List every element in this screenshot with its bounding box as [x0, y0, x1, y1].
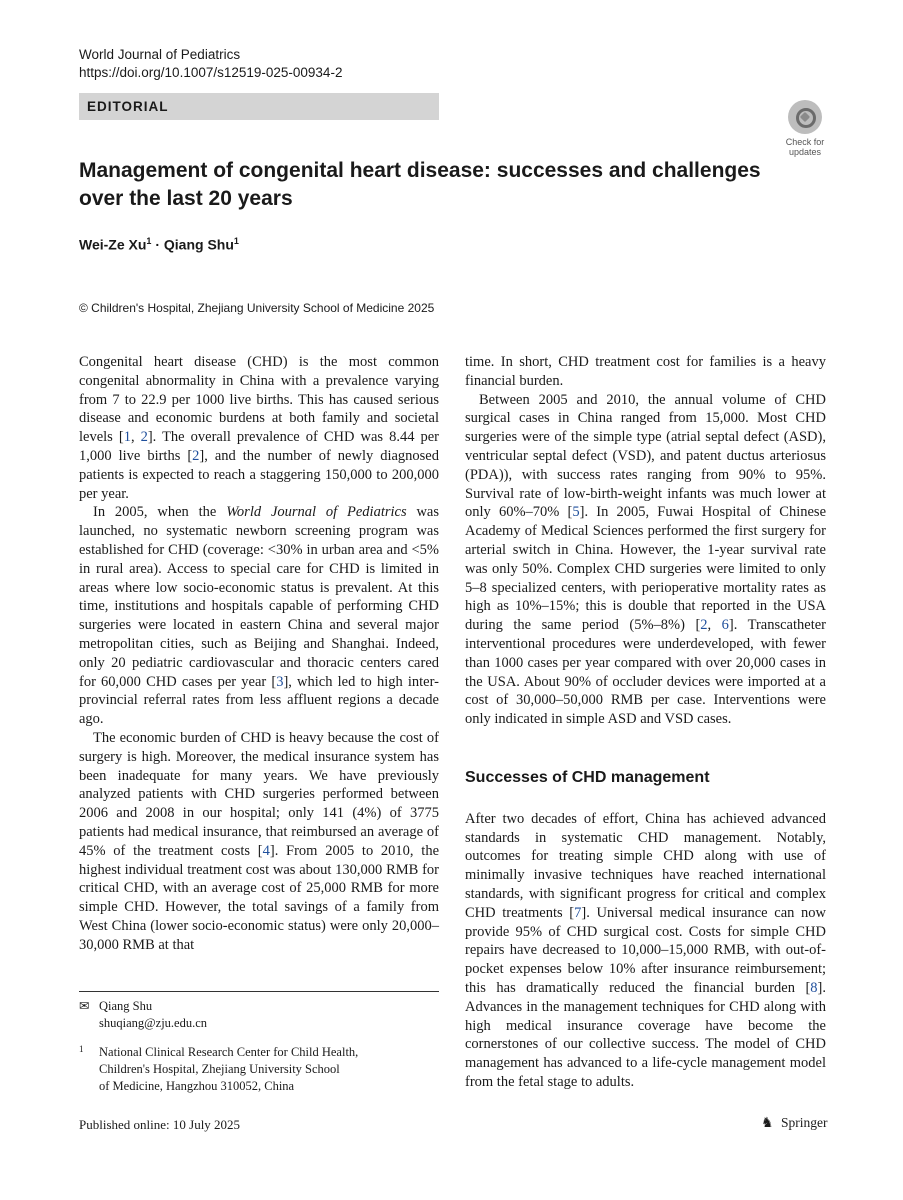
affiliation-block — [79, 1044, 399, 1095]
paragraph: In 2005, when the World Journal of Pediatrics was launched, no systematic newborn screening program was established for CHD (coverage: <30% in urban area and <5% in rural area). Access to special care for CHD is limited in areas where low socio-economic status is prevalent. At this time, institutions and hospitals capable of performing CHD surgeries were located in eastern China and several major metropolitan cities, such as Beijing and Shanghai. Indeed, only 20 pediatric cardiovascular and thoracic centers cared for 60,000 CHD cases per year [3], which led to high inter-provincial referral rates from less affluent regions a decade ago. — [79, 504, 439, 728]
footnote-divider — [79, 991, 439, 992]
author-list — [79, 236, 239, 253]
citation-link[interactable]: 7 — [574, 904, 582, 921]
author-separator: · — [151, 236, 164, 253]
citation-link[interactable]: 2 — [700, 617, 708, 634]
paragraph: time. In short, CHD treatment cost for families is a heavy financial burden. — [465, 354, 826, 389]
right-column — [465, 353, 826, 1092]
corresponding-email[interactable]: shuqiang@zju.edu.cn — [99, 1016, 208, 1030]
journal-name: World Journal of Pediatrics — [79, 47, 241, 62]
check-updates-line2: updates — [788, 147, 822, 157]
section-heading: Successes of CHD management — [465, 768, 710, 786]
citation-link[interactable]: 4 — [262, 842, 270, 859]
affiliation-number: 1 — [79, 1044, 84, 1054]
affiliation-line: National Clinical Research Center for Child Health, — [99, 1045, 359, 1059]
journal-doi[interactable]: https://doi.org/10.1007/s12519-025-00934-2 — [79, 65, 343, 80]
affiliation-line: of Medicine, Hangzhou 310052, China — [99, 1079, 295, 1093]
citation-link[interactable]: 2 — [192, 447, 200, 464]
envelope-icon: ✉ — [79, 999, 90, 1013]
springer-horse-icon: ♞ — [761, 1116, 774, 1131]
citation-link[interactable]: 8 — [810, 979, 818, 996]
corresponding-author: Qiang Shu — [99, 999, 153, 1013]
author-affiliation-mark: 1 — [146, 236, 152, 246]
publisher-name: Springer — [781, 1115, 828, 1130]
correspondence-block — [79, 998, 207, 1032]
check-for-updates-badge[interactable] — [781, 100, 829, 157]
author-name[interactable]: Qiang Shu — [163, 236, 234, 253]
paragraph: Between 2005 and 2010, the annual volume of CHD surgical cases in China ranged from 15,000. Most CHD surgeries were of the simple type (atrial septal defect (ASD), ventricular septal defect (VSD), and patent ductus arteriosus (PDA)), with success rates ranging from 90% to 95%. Survival rate of low-birth-weight infants was much lower at only 60%–70% [5]. In 2005, Fuwai Hospital of Chinese Academy of Medical Sciences performed the first surgery for arterial switch in China. However, the 1-year survival rate was only 50%. Complex CHD surgeries were limited to only 5–8 specialized centers, with perioperative mortality rates as high as 10%–15%; this is double that reported in the USA during the same period (5%–8%) [2, 6]. Transcatheter interventional procedures were underdeveloped, with fewer than 1000 cases per year compared with over 20,000 cases in the USA. About 90% of occluder devices were imported at a cost of 30,000–50,000 RMB per case. Interventions were only indicated in simple ASD and VSD cases. — [465, 391, 827, 728]
citation-link[interactable]: 1 — [123, 429, 131, 446]
copyright-line: © Children's Hospital, Zhejiang University School of Medicine 2025 — [79, 301, 435, 315]
paragraph: Congenital heart disease (CHD) is the most common congenital abnormality in China with a prevalence varying from 7 to 22.9 per 1000 live births. This has caused serious disease and economic burdens at both family and societal levels [1, 2]. The overall prevalence of CHD was 8.44 per 1,000 live births [2], and the number of newly diagnosed patients is expected to reach a staggering 150,000 to 200,000 per year. — [79, 354, 439, 502]
publisher-logo — [761, 1115, 828, 1132]
citation-link[interactable]: 6 — [721, 617, 729, 634]
citation-link[interactable]: 2 — [140, 429, 148, 446]
citation-link[interactable]: 3 — [276, 673, 284, 690]
published-date: Published online: 10 July 2025 — [79, 1117, 241, 1132]
section-label: EDITORIAL — [79, 93, 439, 120]
author-name[interactable]: Wei-Ze Xu — [79, 236, 147, 253]
affiliation-line: Children's Hospital, Zhejiang University School — [99, 1062, 340, 1076]
journal-header — [79, 46, 342, 82]
paragraph: After two decades of effort, China has achieved advanced standards in systematic CHD management. Notably, outcomes for treating simple CHD along with use of minimally invasive techniques have reached international standards, with significant progress for critical and complex CHD treatments [7]. Universal medical insurance can now provide 95% of CHD surgical cost. Costs for simple CHD repairs have decreased to 10,000–15,000 RMB, with out-of-pocket expenses below 10% after insurance reimbursement; this has dramatically reduced the financial burden [8]. Advances in the management techniques for CHD along with high medical insurance coverage have become the cornerstones of our collective success. The model of CHD management has advanced to a life-cycle management model from the fetal stage to adults. — [465, 810, 826, 1090]
check-updates-icon — [788, 100, 822, 134]
article-title: Management of congenital heart disease: successes and challenges over the last 20 years — [79, 159, 761, 210]
author-affiliation-mark: 1 — [233, 236, 239, 246]
check-updates-line1: Check for — [785, 137, 825, 147]
paragraph: The economic burden of CHD is heavy because the cost of surgery is high. Moreover, the medical insurance system has been inadequate for many years. We have previously analyzed patients with CHD surgeries performed between 2006 and 2008 in our hospital; only 141 (4%) of 3775 patients had medical insurance, that reimbursed an average of 45% of the treatment costs [4]. From 2005 to 2010, the highest individual treatment cost was about 130,000 RMB for critical CHD, with an average cost of 25,000 RMB for more simple CHD. However, the total savings of a family from West China (lower socio-economic status) were only 20,000–30,000 RMB at that — [79, 729, 440, 953]
left-column — [79, 353, 439, 955]
citation-link[interactable]: 5 — [572, 504, 580, 521]
